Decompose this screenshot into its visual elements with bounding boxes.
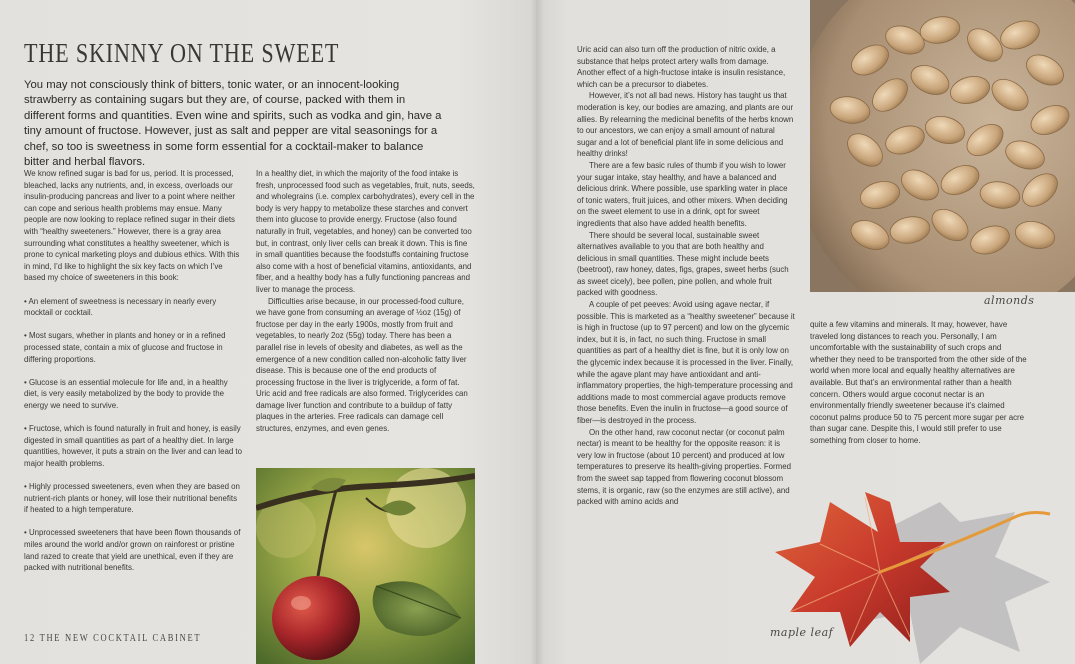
body-paragraph: Uric acid can also turn off the production of nitric oxide, a substance that helps protect artery walls from damage. Another effect of a high-fructose intake is insulin resistance, which can be a precursor to diabetes. bbox=[577, 45, 786, 89]
almonds-illustration bbox=[810, 0, 1075, 292]
page-gutter bbox=[530, 0, 544, 664]
body-paragraph: quite a few vitamins and minerals. It may, however, have traveled long distances to reach you. Personally, I am uncomfortable with the sustainability of such crops and whether they need to be transported from the other side of the world when more local and equally healthy alternatives are available. But that’s an environmental rather than a health concern. Others would argue coconut nectar is an environmentally friendly sweetener because it’s claimed coconut palms produce 50 to 75 percent more sugar per acre than sugar cane. Despite this, I would still prefer to use something from closer to home. bbox=[810, 320, 1027, 445]
column-1 bbox=[24, 168, 243, 574]
column-2 bbox=[256, 168, 475, 435]
bullet-item: • An element of sweetness is necessary in nearly every mocktail or cocktail. bbox=[24, 296, 217, 318]
maple-leaf-caption: maple leaf bbox=[770, 626, 834, 639]
bullet-item: • Fructose, which is found naturally in fruit and honey, is easily digested in small quantities as part of a healthy diet. In large quantities, however, it puts a strain on the liver and can lead to major health problems. bbox=[24, 424, 243, 468]
bullet-item: • Glucose is an essential molecule for life and, in a healthy diet, is very easily metabolized by the body to provide the energy we need to survive. bbox=[24, 377, 228, 410]
page-footer: 12 THE NEW COCKTAIL CABINET bbox=[24, 633, 202, 644]
almonds-caption: almonds bbox=[984, 294, 1035, 307]
body-paragraph: Difficulties arise because, in our processed-food culture, we have gone from consuming an average of ½oz (15g) of fructose per day in the early 1900s, mostly from fruit and vegetables, to nearly 2oz (55g) today. There has been a parallel rise in levels of obesity and diabetes, as well as the emergence of a new condition called non-alcoholic fatty liver disease. This is because one of the end products of processing fructose in the liver is triglyceride, a form of fat. Uric acid and free radicals are also formed. Triglycerides can damage liver function and contribute to a buildup of fatty plaques in the arteries. Free radicals can damage cell structures, enzymes, and even genes. bbox=[256, 296, 468, 434]
column-3 bbox=[577, 44, 796, 508]
almonds-photo bbox=[810, 0, 1075, 292]
body-paragraph: However, it’s not all bad news. History has taught us that moderation is key, our bodies are amazing, and plants are our allies. By relearning the medicinal benefits of the herbs known to our ancestors, we can enjoy a small amount of natural sugar and a lot of beneficial plant life in some delicious and healthy drinks! bbox=[577, 91, 794, 159]
apple-photo bbox=[256, 468, 475, 664]
apple-illustration bbox=[256, 468, 475, 664]
body-paragraph: There should be several local, sustainable sweet alternatives available to you that are both healthy and delicious in small quantities. These might include beets (beetroot), raw honey, dates, figs, grapes, sweet herbs (such as sweet cicely), bee pollen, pine pollen, and whole fruit packed with goodness. bbox=[577, 230, 789, 298]
bullet-item: • Most sugars, whether in plants and honey or in a refined processed state, contain a mix of glucose and fructose in differing proportions. bbox=[24, 331, 226, 364]
column-4 bbox=[810, 319, 1029, 447]
body-paragraph: In a healthy diet, in which the majority of the food intake is fresh, unprocessed food such as vegetables, fruit, nuts, seeds, and wholegrains (i.e. complex carbohydrates), every cell in the body is very happy to metabolize these starches and convert them into glucose to provide energy. Fructose (also found naturally in fruit, vegetables, and honey) can be converted too but, in contrast, only liver cells can break it down. This is fine in small quantities because the foodstuffs containing fructose also come with a host of beneficial vitamins, antioxidants, and fiber, and a healthy body has a fully functioning pancreas and liver to manage the process. bbox=[256, 169, 475, 294]
body-paragraph: On the other hand, raw coconut nectar (or coconut palm nectar) is meant to be healthy for the opposite reason: it is very low in fructose (about 10 percent) and produced at low temperatures to preserve its health-giving properties. Formed from the sweet sap tapped from flowering coconut blossom stems, it is organic, raw (so the enzymes are still active), and packed with amino acids and bbox=[577, 427, 792, 507]
bullet-item: • Highly processed sweeteners, even when they are based on nutrient-rich plants or honey, will lose their nutritional benefits if heated to a high temperature. bbox=[24, 482, 240, 515]
intro-paragraph: You may not consciously think of bitters, tonic water, or an innocent-looking strawberry as containing sugars but they are, of course, packed with them in different forms and quantities. Even wine and spirits, such as vodka and gin, have a tiny amount of fructose. However, just as salt and pepper are vital seasonings for a chef, so too is sweetness in some form essential for a cocktail-maker to balance bitter and herbal flavors. bbox=[24, 79, 442, 169]
bullet-item: • Unprocessed sweeteners that have been flown thousands of miles around the world and/or grown on rainforest or pristine land razed to create that yield are unethical, even if they are packed with nutritional benefits. bbox=[24, 528, 241, 573]
body-paragraph: A couple of pet peeves: Avoid using agave nectar, if possible. This is marketed as a “healthy sweetener” because it is high in fructose (up to 97 percent) and low on the glycemic index, but it is, in fact, no such thing. Fructose in small quantities as part of a healthy diet is fine, but it is only low on the glycemic index because it is processed in the liver. Finally, while the agave plant may have antioxidant and anti-inflammatory properties, the high-temperature processing and additions made to most commercial agave products remove those benefits. Even the inulin in fructose—a good source of fiber—is destroyed in the process. bbox=[577, 300, 795, 425]
body-paragraph: There are a few basic rules of thumb if you wish to lower your sugar intake, stay healthy, and have a balanced and delicious drink. Where possible, use sparkling water in place of tonic waters, fruit juices, and other mixers. When deciding on the sweet element to use in a drink, opt for sweet ingredients that also have added health benefits. bbox=[577, 160, 788, 228]
body-paragraph: We know refined sugar is bad for us, period. It is processed, bleached, lacks any nutrients, and, in excess, overloads our insulin-producing pancreas and liver to a point where neither can cope and serious health problems may ensue. Many people are now looking to replace refined sugar in their diets with “healthy sweeteners.” However, there is a gray area surrounding what constitutes a healthy sweetener, which is prone to cynical marketing ploys and dubious ethics. With this in mind, I’d like to highlight the six key facts on which I’ve based my choice of sweeteners in this book: bbox=[24, 169, 240, 283]
page-title: THE SKINNY ON THE SWEET bbox=[24, 38, 340, 68]
